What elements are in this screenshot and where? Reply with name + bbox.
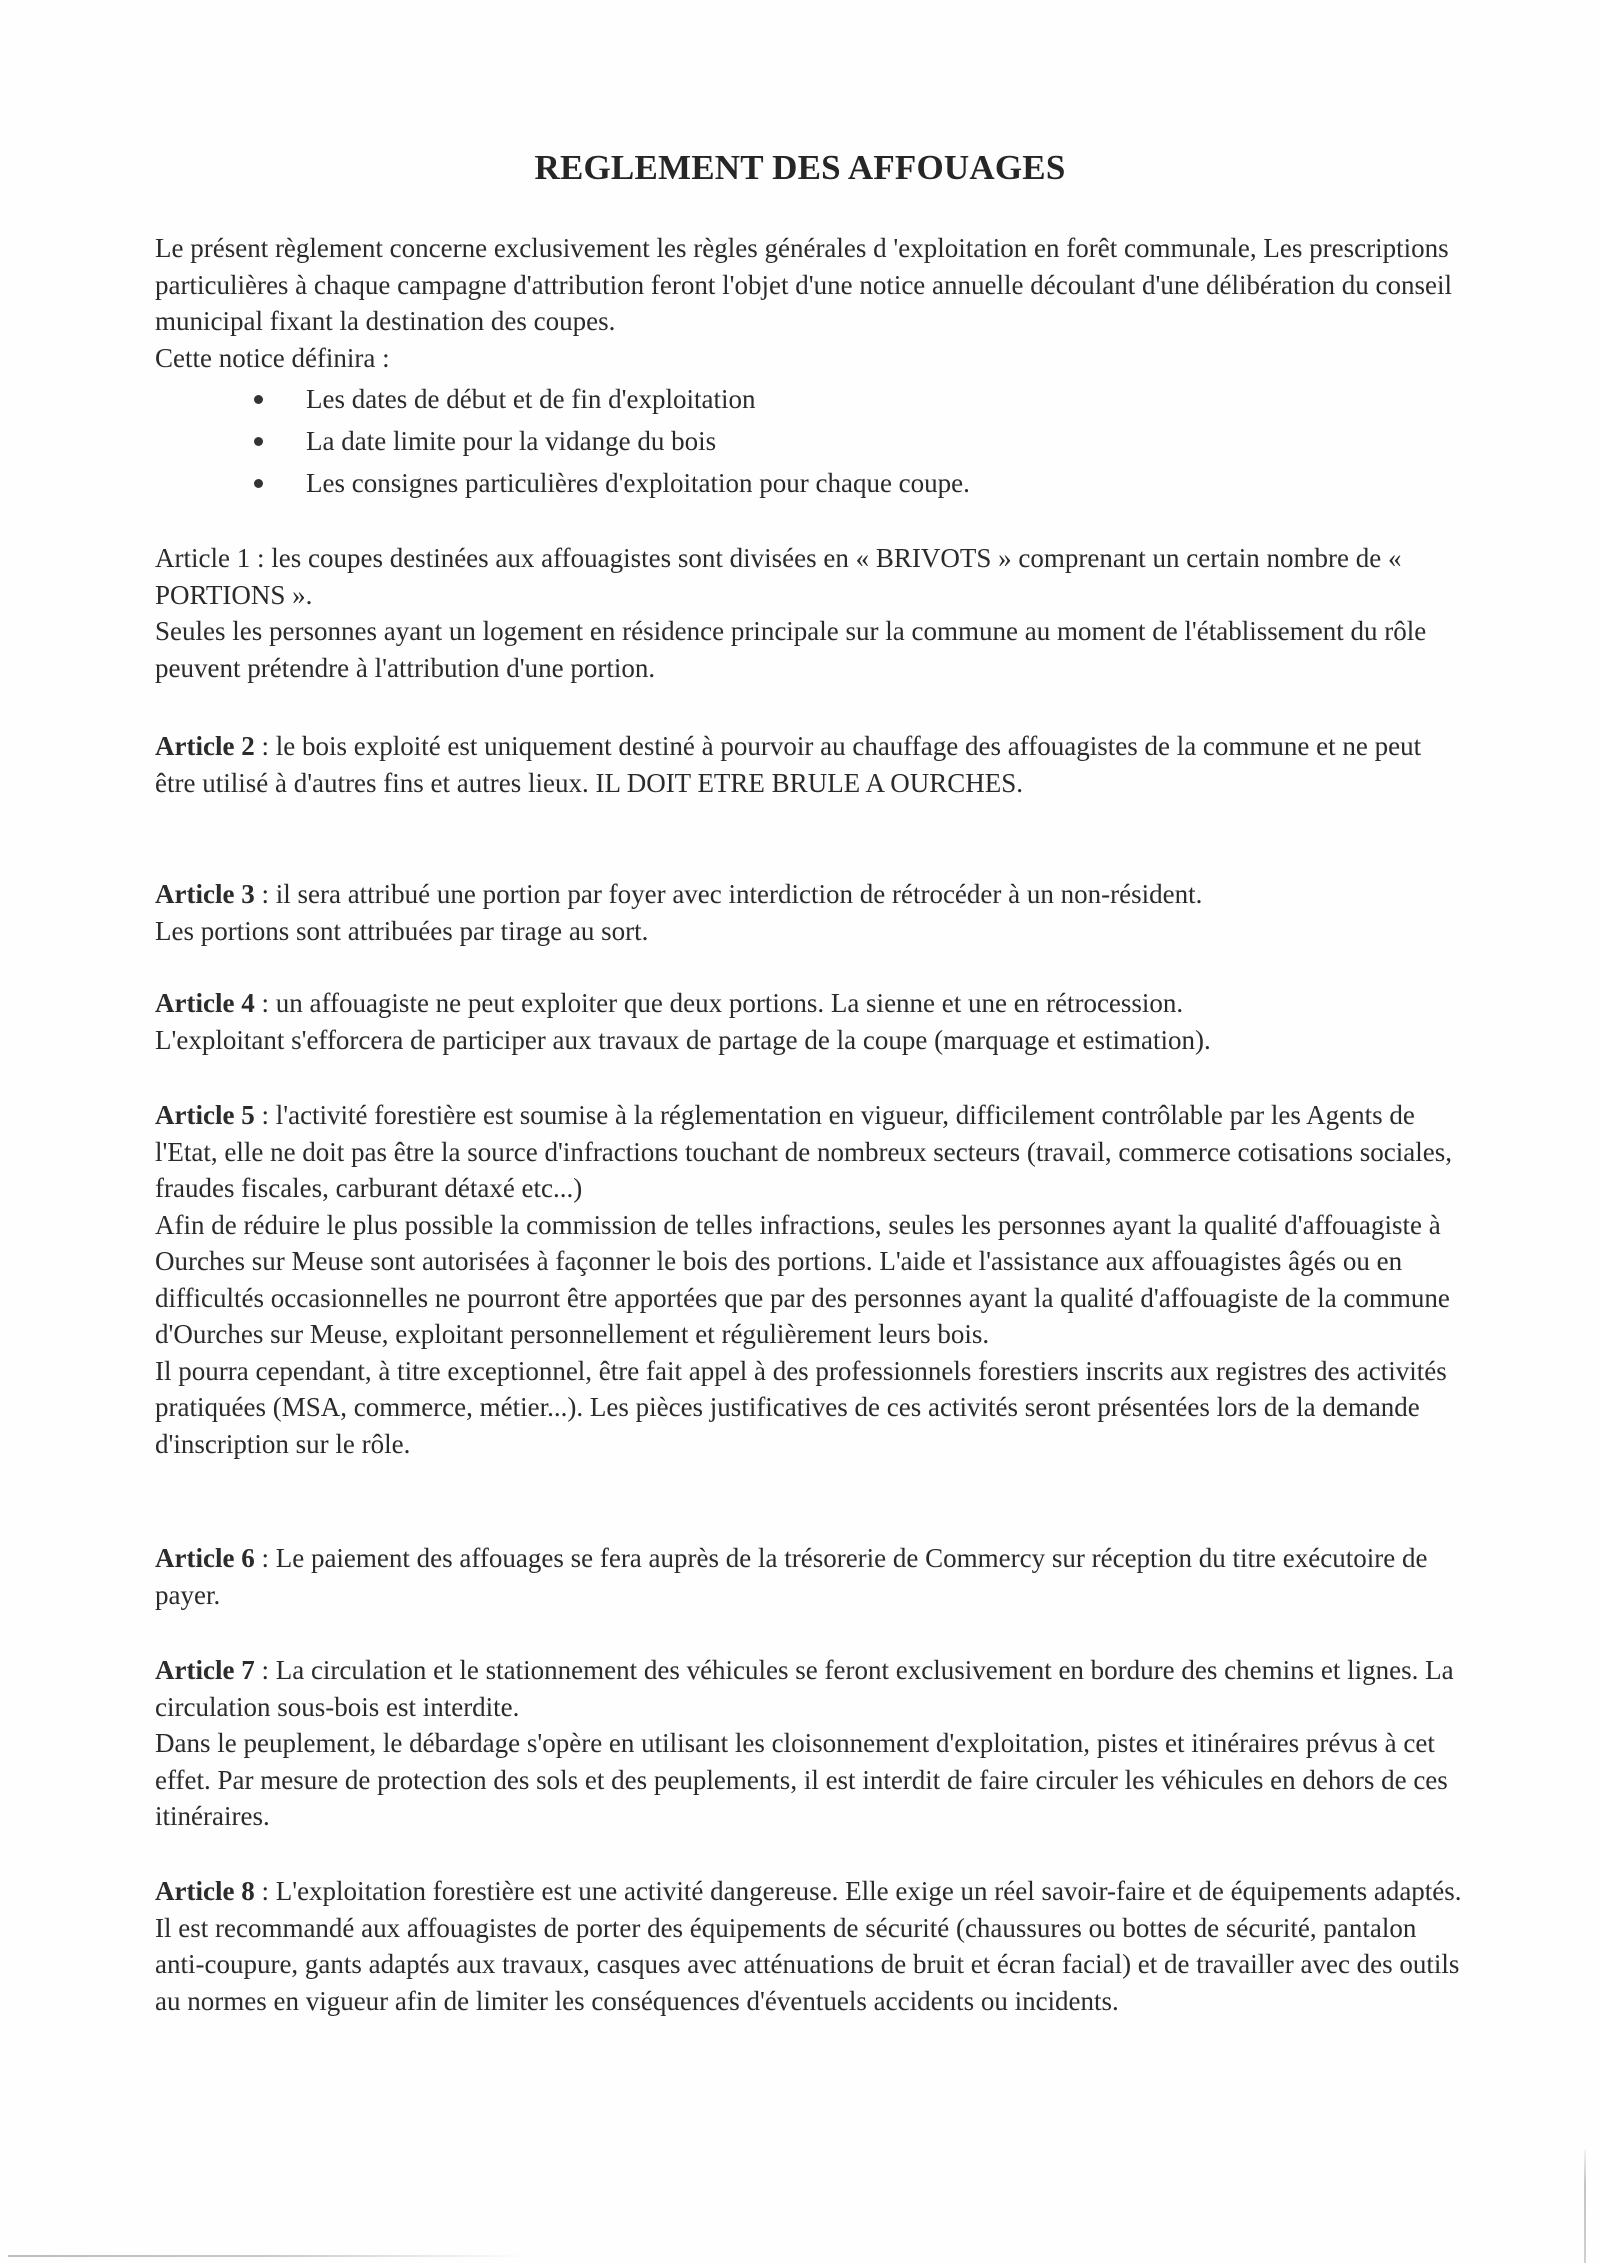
- intro-lead-in: Cette notice définira :: [155, 342, 390, 373]
- bullet-text: La date limite pour la vidange du bois: [306, 426, 717, 456]
- article-text: les coupes destinées aux affouagistes sont divisées en « BRIVOTS » comprenant un certain nombre de « PORTIONS ».: [155, 543, 1402, 610]
- article-text: le bois exploité est uniquement destiné à pourvoir au chauffage des affouagistes de la commune et ne peut être utilisé à d'autres fins et autres lieux. IL DOIT ETRE BRULE A OURCHES.: [155, 731, 1422, 798]
- bullet-dot-icon: [254, 395, 263, 404]
- article-label: Article 7: [155, 1655, 255, 1685]
- article-2: [155, 728, 1465, 801]
- article-text: un affouagiste ne peut exploiter que deux portions. La sienne et une en rétrocession.: [275, 988, 1184, 1018]
- scan-edge-line-right: [1584, 2150, 1586, 2263]
- bullet-text: Les consignes particulières d'exploitation pour chaque coupe.: [306, 468, 970, 498]
- bullet-item: [155, 462, 1355, 504]
- article-separator: :: [254, 731, 276, 761]
- scan-edge-line-bottom: [8, 2255, 528, 2257]
- intro-paragraph: Le présent règlement concerne exclusivement les règles générales d 'exploitation en forêt communale, Les prescriptions particulières à chaque campagne d'attribution feront l'objet d'une notice annuelle découlant d'une délibération du conseil municipal fixant la destination des coupes.: [155, 233, 1452, 336]
- article-text: il sera attribué une portion par foyer avec interdiction de rétrocéder à un non-résident.: [275, 879, 1203, 909]
- article-paragraph: Afin de réduire le plus possible la commission de telles infractions, seules les personnes ayant la qualité d'affouagiste à Ourches sur Meuse sont autorisées à façonner le bois des portions. L'aide et l'assistance aux affouagistes âgés ou en difficultés occasionnelles ne pourront être apportées que par des personnes ayant la qualité d'affouagiste de la commune d'Ourches sur Meuse, exploitant personnellement et régulièrement leurs bois.: [155, 1209, 1450, 1349]
- article-paragraph: [155, 876, 1465, 913]
- article-paragraph: [155, 1873, 1465, 2019]
- article-5: [155, 1097, 1465, 1462]
- article-label: Article 1: [155, 543, 251, 573]
- article-label: Article 3: [155, 879, 255, 909]
- bullet-text: Les dates de début et de fin d'exploitation: [306, 384, 756, 414]
- article-paragraph: [155, 985, 1465, 1022]
- article-text: L'exploitation forestière est une activité dangereuse. Elle exige un réel savoir-faire et de équipements adaptés. Il est recommandé aux affouagistes de porter des équipements de sécurité (chaussures ou bottes de sécurité, pantalon anti-coupure, gants adaptés aux travaux, casques avec atténuations de bruit et écran facial) et de travailler avec des outils au normes en vigueur afin de limiter les conséquences d'éventuels accidents ou incidents.: [155, 1876, 1462, 2016]
- article-paragraph: [155, 1540, 1465, 1613]
- article-paragraph: [155, 1097, 1465, 1207]
- article-separator: :: [254, 1655, 276, 1685]
- article-text: l'activité forestière est soumise à la réglementation en vigueur, difficilement contrôlable par les Agents de l'Etat, elle ne doit pas être la source d'infractions touchant de nombreux secteurs (travail, commerce cotisations sociales, fraudes fiscales, carburant détaxé etc...): [155, 1100, 1453, 1203]
- article-text: La circulation et le stationnement des véhicules se feront exclusivement en bordure des chemins et lignes. La circulation sous-bois est interdite.: [155, 1655, 1454, 1722]
- article-paragraph: Il pourra cependant, à titre exceptionnel, être fait appel à des professionnels forestiers inscrits aux registres des activités pratiquées (MSA, commerce, métier...). Les pièces justificatives de ces activités seront présentées lors de la demande d'inscription sur le rôle.: [155, 1355, 1447, 1459]
- article-label: Article 4: [155, 988, 255, 1018]
- article-separator: :: [254, 1543, 276, 1573]
- article-4: [155, 985, 1465, 1058]
- intro-section: [155, 230, 1465, 376]
- article-paragraph: [155, 540, 1465, 613]
- article-6: [155, 1540, 1465, 1613]
- article-separator: :: [254, 1100, 276, 1130]
- article-paragraph: Les portions sont attribuées par tirage au sort.: [155, 915, 649, 946]
- article-label: Article 5: [155, 1100, 255, 1130]
- article-separator: :: [250, 543, 272, 573]
- bullet-dot-icon: [254, 479, 263, 488]
- article-text: Le paiement des affouages se fera auprès de la trésorerie de Commercy sur réception du titre exécutoire de payer.: [155, 1543, 1428, 1610]
- article-paragraph: Dans le peuplement, le débardage s'opère en utilisant les cloisonnement d'exploitation, pistes et itinéraires prévus à cet effet. Par mesure de protection des sols et des peuplements, il est interdit de faire circuler les véhicules en dehors de ces itinéraires.: [155, 1728, 1448, 1831]
- article-paragraph: [155, 1652, 1465, 1725]
- article-1: [155, 540, 1465, 686]
- bullet-dot-icon: [254, 437, 263, 446]
- article-separator: :: [254, 988, 276, 1018]
- document-title: REGLEMENT DES AFFOUAGES: [534, 148, 1066, 187]
- article-separator: :: [254, 879, 276, 909]
- notice-bullet-list: [155, 378, 1355, 504]
- bullet-item: [155, 420, 1355, 462]
- article-label: Article 6: [155, 1543, 255, 1573]
- article-7: [155, 1652, 1465, 1835]
- article-separator: :: [254, 1876, 276, 1906]
- article-paragraph: L'exploitant s'efforcera de participer aux travaux de partage de la coupe (marquage et estimation).: [155, 1024, 1211, 1055]
- bullet-item: [155, 378, 1355, 420]
- article-label: Article 8: [155, 1876, 255, 1906]
- article-paragraph: Seules les personnes ayant un logement en résidence principale sur la commune au moment de l'établissement du rôle peuvent prétendre à l'attribution d'une portion.: [155, 616, 1427, 683]
- article-3: [155, 876, 1465, 949]
- article-label: Article 2: [155, 731, 255, 761]
- article-8: [155, 1873, 1465, 2019]
- article-paragraph: [155, 728, 1465, 801]
